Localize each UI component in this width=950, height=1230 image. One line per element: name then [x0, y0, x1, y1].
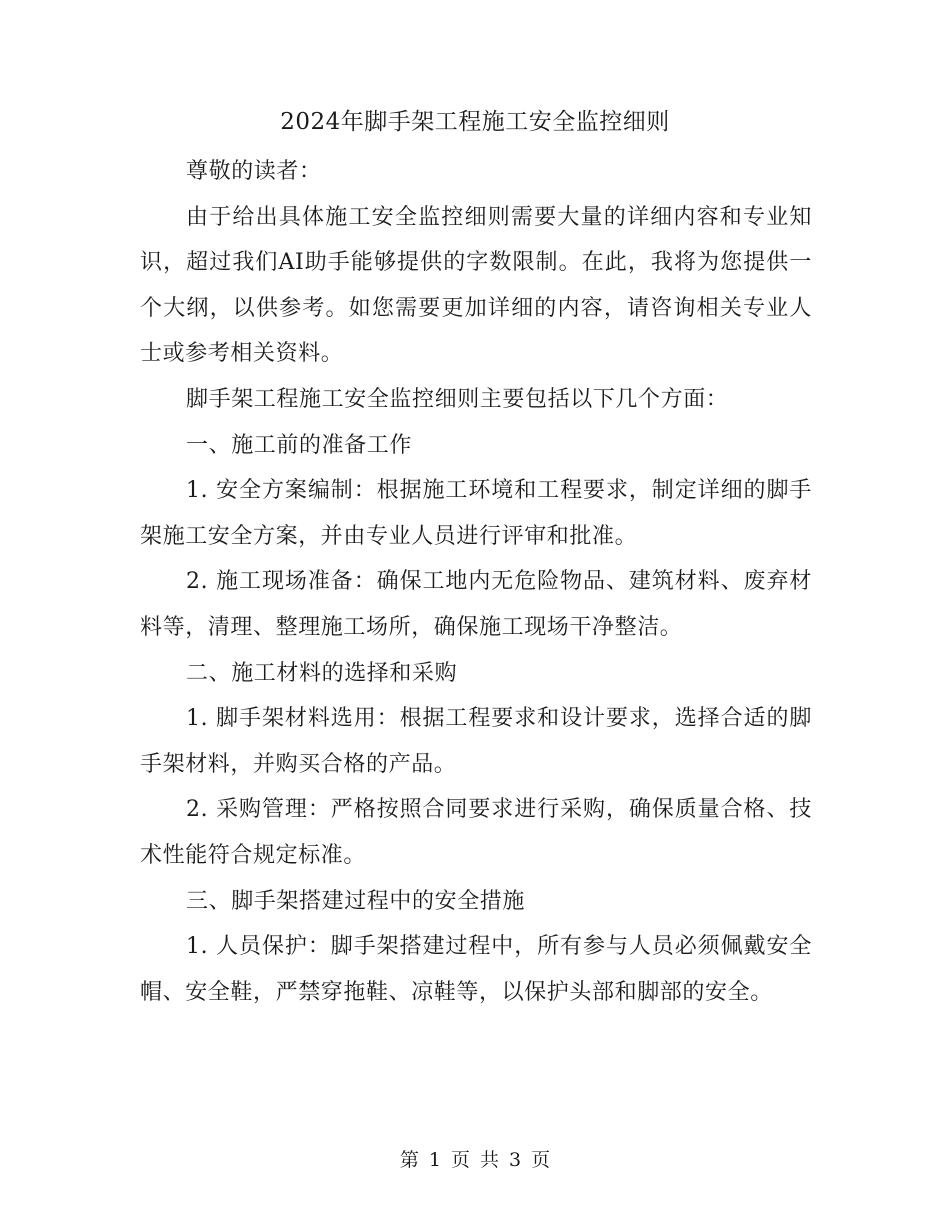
section-2-item-1: 1. 脚手架材料选用：根据工程要求和设计要求，选择合适的脚手架材料，并购买合格的产品。 — [140, 706, 812, 777]
section-heading-1: 一、施工前的准备工作 — [186, 432, 413, 458]
page-number-footer: 第 1 页 共 3 页 — [399, 1149, 551, 1171]
intro-paragraph: 由于给出具体施工安全监控细则需要大量的详细内容和专业知识，超过我们AI助手能够提供的字数限制。在此，我将为您提供一个大纲，以供参考。如您需要更加详细的内容，请咨询相关专业人士或参考相关资料。 — [140, 204, 812, 367]
section-2-item-2: 2. 采购管理：严格按照合同要求进行采购，确保质量合格、技术性能符合规定标准。 — [140, 797, 812, 868]
overview-paragraph: 脚手架工程施工安全监控细则主要包括以下几个方面： — [186, 386, 729, 412]
section-heading-3: 三、脚手架搭建过程中的安全措施 — [186, 888, 526, 914]
document-title: 2024年脚手架工程施工安全监控细则 — [280, 109, 670, 135]
section-1-item-1: 1. 安全方案编制：根据施工环境和工程要求，制定详细的脚手架施工安全方案，并由专业人员进行评审和批准。 — [140, 478, 812, 549]
salutation: 尊敬的读者： — [186, 159, 322, 184]
section-1-item-2: 2. 施工现场准备：确保工地内无危险物品、建筑材料、废弃材料等，清理、整理施工场所，确保施工现场干净整洁。 — [140, 569, 812, 640]
section-heading-2: 二、施工材料的选择和采购 — [186, 660, 458, 686]
document-body — [140, 149, 812, 1015]
section-3-item-1: 1. 人员保护：脚手架搭建过程中，所有参与人员必须佩戴安全帽、安全鞋，严禁穿拖鞋、凉鞋等，以保护头部和脚部的安全。 — [140, 934, 812, 1005]
